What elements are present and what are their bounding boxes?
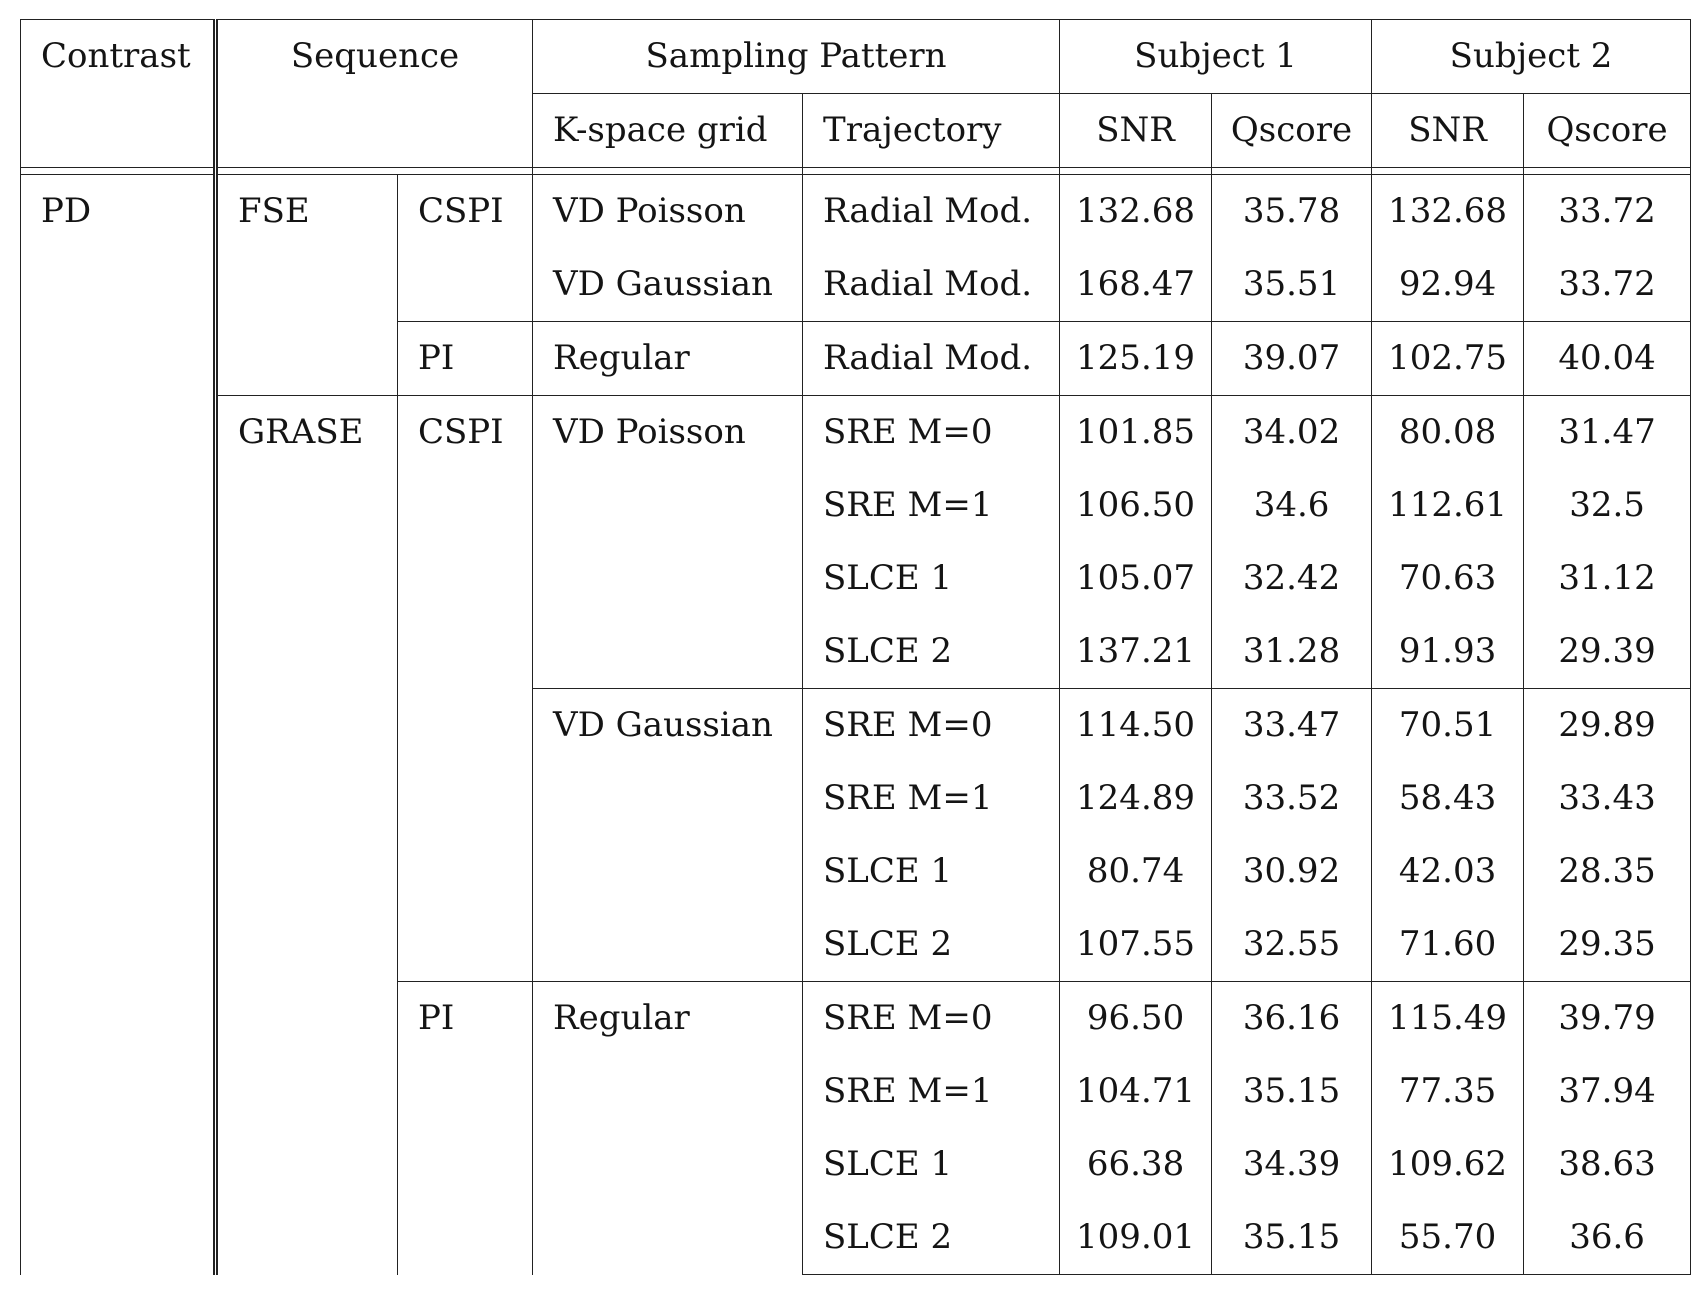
trajectory-cell: SRE M=0 [803, 689, 1060, 763]
header-row-1 [21, 20, 1691, 94]
s2-qscore-cell: 33.43 [1524, 762, 1691, 835]
s1-snr-cell: 106.50 [1060, 469, 1212, 542]
trajectory-cell: SRE M=0 [803, 982, 1060, 1056]
s1-qscore-cell: 34.02 [1212, 396, 1372, 470]
s2-snr-cell: 58.43 [1372, 762, 1524, 835]
s1-snr-cell: 96.50 [1060, 982, 1212, 1056]
s2-qscore-cell: 31.12 [1524, 542, 1691, 615]
s1-snr-cell: 107.55 [1060, 908, 1212, 982]
method-pi-grase: PI [398, 982, 533, 1275]
method-pi-fse: PI [398, 322, 533, 396]
grid-cell: VD Gaussian [533, 248, 803, 322]
trajectory-cell: SLCE 2 [803, 908, 1060, 982]
s2-qscore-cell: 28.35 [1524, 835, 1691, 908]
header-kspace-grid: K-space grid [533, 94, 803, 168]
s2-qscore-cell: 29.89 [1524, 689, 1691, 763]
trajectory-cell: Radial Mod. [803, 248, 1060, 322]
header-s1-snr: SNR [1060, 94, 1212, 168]
s2-qscore-cell: 31.47 [1524, 396, 1691, 470]
s2-qscore-cell: 29.39 [1524, 615, 1691, 689]
header-separator [21, 168, 1691, 175]
s2-snr-cell: 80.08 [1372, 396, 1524, 470]
trajectory-cell: SLCE 1 [803, 835, 1060, 908]
trajectory-cell: Radial Mod. [803, 322, 1060, 396]
trajectory-cell: SRE M=0 [803, 396, 1060, 470]
grid-cell: VD Poisson [533, 175, 803, 249]
s1-qscore-cell: 34.6 [1212, 469, 1372, 542]
s1-qscore-cell: 30.92 [1212, 835, 1372, 908]
s1-snr-cell: 132.68 [1060, 175, 1212, 249]
s1-snr-cell: 105.07 [1060, 542, 1212, 615]
trajectory-cell: SLCE 2 [803, 1201, 1060, 1275]
sequence-fse: FSE [216, 175, 398, 396]
s1-snr-cell: 114.50 [1060, 689, 1212, 763]
s2-qscore-cell: 39.79 [1524, 982, 1691, 1056]
header-contrast: Contrast [21, 20, 216, 168]
s2-qscore-cell: 33.72 [1524, 248, 1691, 322]
s1-snr-cell: 168.47 [1060, 248, 1212, 322]
header-s2-qscore: Qscore [1524, 94, 1691, 168]
grid-cell: Regular [533, 322, 803, 396]
s2-snr-cell: 42.03 [1372, 835, 1524, 908]
sequence-grase: GRASE [216, 396, 398, 1275]
s2-snr-cell: 109.62 [1372, 1128, 1524, 1201]
s2-snr-cell: 70.63 [1372, 542, 1524, 615]
trajectory-cell: SRE M=1 [803, 469, 1060, 542]
results-table-container [20, 19, 1690, 1275]
method-cspi-fse: CSPI [398, 175, 533, 322]
s2-qscore-cell: 37.94 [1524, 1055, 1691, 1128]
s2-qscore-cell: 40.04 [1524, 322, 1691, 396]
trajectory-cell: Radial Mod. [803, 175, 1060, 249]
s1-qscore-cell: 35.78 [1212, 175, 1372, 249]
s1-snr-cell: 104.71 [1060, 1055, 1212, 1128]
s2-snr-cell: 70.51 [1372, 689, 1524, 763]
header-subject-2: Subject 2 [1372, 20, 1691, 94]
s2-snr-cell: 55.70 [1372, 1201, 1524, 1275]
method-cspi-grase: CSPI [398, 396, 533, 982]
header-subject-1: Subject 1 [1060, 20, 1372, 94]
header-s1-qscore: Qscore [1212, 94, 1372, 168]
trajectory-cell: SLCE 1 [803, 1128, 1060, 1201]
s1-qscore-cell: 36.16 [1212, 982, 1372, 1056]
table-row [21, 396, 1691, 470]
contrast-cell: PD [21, 175, 216, 1275]
trajectory-cell: SLCE 1 [803, 542, 1060, 615]
trajectory-cell: SRE M=1 [803, 762, 1060, 835]
s2-snr-cell: 102.75 [1372, 322, 1524, 396]
s2-snr-cell: 77.35 [1372, 1055, 1524, 1128]
s1-qscore-cell: 35.15 [1212, 1201, 1372, 1275]
s2-snr-cell: 115.49 [1372, 982, 1524, 1056]
s1-qscore-cell: 34.39 [1212, 1128, 1372, 1201]
s2-qscore-cell: 32.5 [1524, 469, 1691, 542]
table-row [21, 175, 1691, 249]
s2-snr-cell: 132.68 [1372, 175, 1524, 249]
s1-snr-cell: 137.21 [1060, 615, 1212, 689]
s1-qscore-cell: 39.07 [1212, 322, 1372, 396]
results-table [20, 19, 1691, 1275]
s2-qscore-cell: 38.63 [1524, 1128, 1691, 1201]
s1-qscore-cell: 35.15 [1212, 1055, 1372, 1128]
s1-snr-cell: 101.85 [1060, 396, 1212, 470]
s1-qscore-cell: 32.55 [1212, 908, 1372, 982]
trajectory-cell: SLCE 2 [803, 615, 1060, 689]
s2-snr-cell: 92.94 [1372, 248, 1524, 322]
s1-snr-cell: 124.89 [1060, 762, 1212, 835]
s1-snr-cell: 66.38 [1060, 1128, 1212, 1201]
s1-qscore-cell: 33.47 [1212, 689, 1372, 763]
grid-regular: Regular [533, 982, 803, 1275]
s2-snr-cell: 91.93 [1372, 615, 1524, 689]
grid-vd-poisson: VD Poisson [533, 396, 803, 689]
s1-snr-cell: 125.19 [1060, 322, 1212, 396]
s1-qscore-cell: 31.28 [1212, 615, 1372, 689]
s2-qscore-cell: 29.35 [1524, 908, 1691, 982]
s2-snr-cell: 71.60 [1372, 908, 1524, 982]
header-sampling-pattern: Sampling Pattern [533, 20, 1060, 94]
s1-snr-cell: 109.01 [1060, 1201, 1212, 1275]
trajectory-cell: SRE M=1 [803, 1055, 1060, 1128]
s1-qscore-cell: 35.51 [1212, 248, 1372, 322]
s1-qscore-cell: 33.52 [1212, 762, 1372, 835]
s2-snr-cell: 112.61 [1372, 469, 1524, 542]
grid-vd-gaussian: VD Gaussian [533, 689, 803, 982]
s2-qscore-cell: 36.6 [1524, 1201, 1691, 1275]
header-s2-snr: SNR [1372, 94, 1524, 168]
header-trajectory: Trajectory [803, 94, 1060, 168]
s1-snr-cell: 80.74 [1060, 835, 1212, 908]
s1-qscore-cell: 32.42 [1212, 542, 1372, 615]
s2-qscore-cell: 33.72 [1524, 175, 1691, 249]
header-sequence: Sequence [216, 20, 533, 168]
